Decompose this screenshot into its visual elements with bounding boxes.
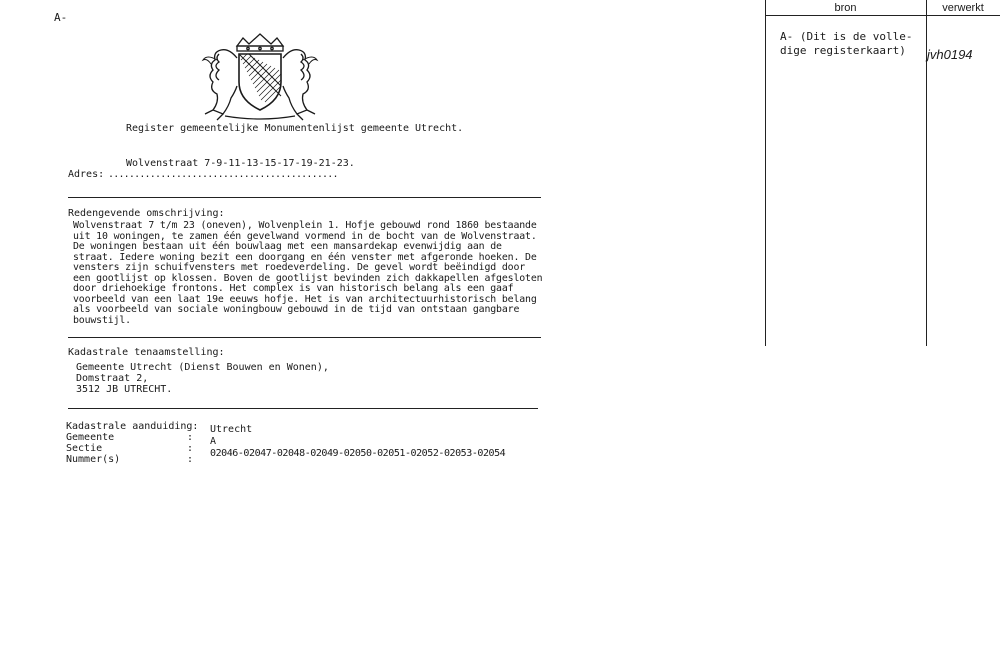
- address-dots: ............................................: [108, 169, 338, 180]
- owner-line: 3512 JB UTRECHT.: [76, 384, 173, 395]
- cadastral-colon: :: [187, 432, 194, 443]
- page-marker: A-: [54, 11, 68, 24]
- description-line: voorbeeld van een laat 19e eeuws hofje. Het is van architectuurhistorisch belang: [73, 293, 537, 305]
- address-value: Wolvenstraat 7-9-11-13-15-17-19-21-23.: [126, 158, 355, 169]
- cadastral-label-gemeente: Gemeente: [66, 432, 115, 443]
- divider-2: [68, 337, 541, 338]
- owner-block: [76, 362, 329, 395]
- divider-1: [68, 197, 541, 198]
- description-text: [73, 221, 548, 326]
- owner-line: Gemeente Utrecht (Dienst Bouwen en Wonen),: [76, 362, 329, 373]
- source-entry-line: dige registerkaart): [780, 44, 906, 57]
- description-line: vensters zijn schuifvensters met roedeverdeling. De gevel wordt beëindigd door: [73, 262, 526, 273]
- processed-entry: jvh0194: [927, 47, 973, 62]
- source-entry: [780, 30, 912, 58]
- cadastral-colon: :: [187, 443, 194, 454]
- table-line-left: [765, 0, 766, 346]
- description-line: De woningen bestaan uit één bouwlaag met een mansardekap evenwijdig aan de: [73, 241, 502, 252]
- cadastral-colon: :: [187, 454, 194, 465]
- description-line: Wolvenstraat 7 t/m 23 (oneven), Wolvenplein 1. Hofje gebouwd rond 1860 bestaande: [73, 220, 537, 231]
- description-line: een gootlijst op klossen. Boven de gootlijst bevinden zich dakkapellen afgesloten: [73, 272, 543, 284]
- description-line: door driehoekige frontons. Het complex is van historisch belang als een gaaf: [73, 283, 514, 294]
- description-line: als voorbeeld van sociale woningbouw gebouwd in de tijd van ontstaan gangbare: [73, 304, 520, 315]
- table-header-rule: [765, 15, 1000, 16]
- address-label: Adres:: [68, 169, 105, 180]
- source-entry-line: A- (Dit is de volle-: [780, 30, 913, 43]
- cadastral-label-nummers: Nummer(s): [66, 454, 121, 465]
- divider-3: [68, 408, 538, 409]
- register-title: Register gemeentelijke Monumentenlijst gemeente Utrecht.: [126, 123, 464, 134]
- cadastral-value-sectie: A: [210, 436, 217, 447]
- owner-label: Kadastrale tenaamstelling:: [68, 347, 225, 358]
- cadastral-heading: Kadastrale aanduiding:: [66, 421, 199, 432]
- coat-of-arms-emblem: [199, 30, 321, 122]
- owner-line: Domstraat 2,: [76, 373, 149, 384]
- cadastral-label-sectie: Sectie: [66, 443, 103, 454]
- description-label: Redengevende omschrijving:: [68, 208, 225, 219]
- cadastral-value-gemeente: Utrecht: [210, 424, 253, 435]
- description-line: straat. Iedere woning bezit een doorgang en één venster met afgeronde hoeken. De: [73, 251, 537, 263]
- cadastral-value-nummers: 02046-02047-02048-02049-02050-02051-02052-02053-02054: [210, 448, 506, 459]
- description-line: bouwstijl.: [73, 314, 131, 326]
- column-header-bron: bron: [834, 2, 857, 14]
- description-line: uit 10 woningen, te zamen één gevelwand vormend in de bocht van de Wolvenstraat.: [73, 230, 537, 242]
- column-header-verwerkt: verwerkt: [942, 2, 984, 14]
